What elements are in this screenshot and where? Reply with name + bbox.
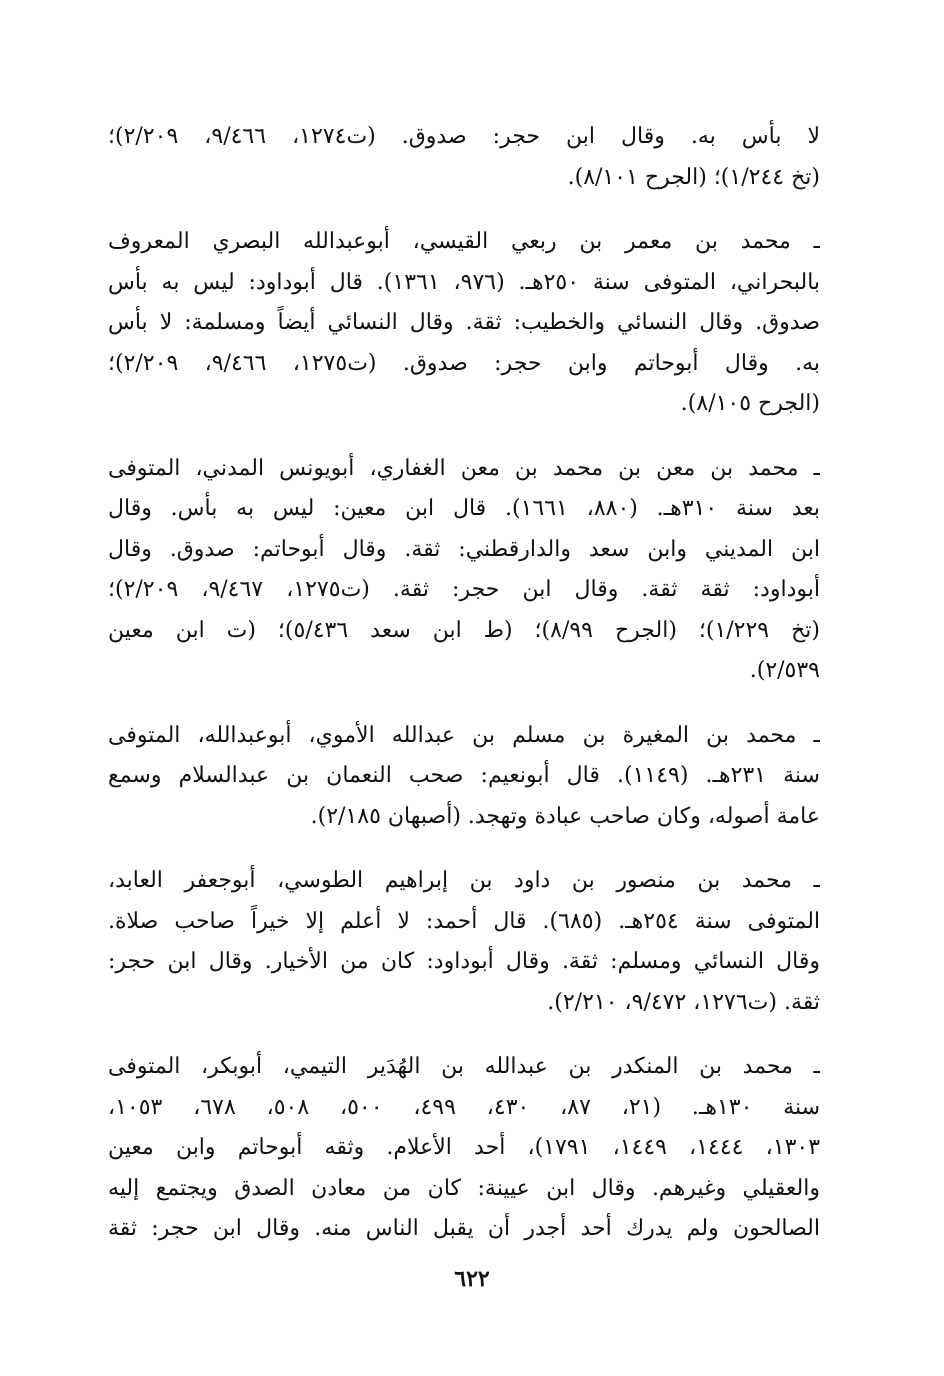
text-line: أبوداود: ثقة ثقة. وقال ابن حجر: ثقة. (ت١٢٧٥، ٩/٤٦٧، ٢/٢٠٩)؛ (108, 577, 820, 602)
text-line: الصالحون ولم يدرك أحد أجدر أن يقبل الناس منه. وقال ابن حجر: ثقة (108, 1216, 820, 1241)
text-line: صدوق. وقال النسائي والخطيب: ثقة. وقال النسائي أيضاً ومسلمة: لا بأس (108, 310, 820, 335)
text-line: (تخ ١/٢٤٤)؛ (الجرح ٨/١٠١). (567, 164, 820, 190)
entry-1 (108, 117, 820, 198)
text-line: لا بأس به. وقال ابن حجر: صدوق. (ت١٢٧٤، ٩/٤٦٦، ٢/٢٠٩)؛ (108, 124, 820, 149)
entry-3 (108, 449, 820, 692)
text-line: عامة أصوله، وكان صاحب عبادة وتهجد. (أصبهان ٢/١٨٥). (310, 803, 820, 829)
text-line: به. وقال أبوحاتم وابن حجر: صدوق. (ت١٢٧٥، ٩/٤٦٦، ٢/٢٠٩)؛ (108, 350, 820, 376)
text-line: ـ محمد بن معن بن محمد بن معن الغفاري، أبويونس المدني، المتوفى (108, 455, 820, 481)
text-line: (تخ ١/٢٢٩)؛ (الجرح ٨/٩٩)؛ (ط ابن سعد ٥/٤٣٦)؛ (ت ابن معين (108, 617, 820, 643)
text-line: ٢/٥٣٩). (749, 658, 820, 683)
text-line: المتوفى سنة ٢٥٤هـ. (٦٨٥). قال أحمد: لا أعلم إلا خيراً صاحب صلاة. (108, 908, 820, 934)
text-line: ـ محمد بن معمر بن ربعي القيسي، أبوعبدالله البصري المعروف (108, 229, 820, 254)
text-line: ـ محمد بن المغيرة بن مسلم بن عبدالله الأموي، أبوعبدالله، المتوفى (108, 722, 820, 748)
text-line: سنة ١٣٠هـ. (٢١، ٨٧، ٤٣٠، ٤٩٩، ٥٠٠، ٥٠٨، ٦٧٨، ١٠٥٣، (108, 1094, 820, 1120)
text-line: بالبحراني، المتوفى سنة ٢٥٠هـ. (٩٧٦، ١٣٦١). قال أبوداود: ليس به بأس (108, 269, 820, 295)
text-line: ـ محمد بن المنكدر بن عبدالله بن الهُدَير التيمي، أبوبكر، المتوفى (108, 1054, 820, 1079)
entry-2 (108, 222, 820, 425)
text-line: بعد سنة ٣١٠هـ. (٨٨٠، ١٦٦١). قال ابن معين: ليس به بأس. وقال (108, 496, 820, 521)
entry-4 (108, 716, 820, 838)
text-line: ابن المديني وابن سعد والدارقطني: ثقة. وقال أبوحاتم: صدوق. وقال (108, 536, 820, 562)
text-line: (الجرح ٨/١٠٥). (680, 391, 820, 416)
entry-5 (108, 861, 820, 1023)
page-body (108, 117, 820, 1274)
text-line: سنة ٢٣١هـ. (١١٤٩). قال أبونعيم: صحب النعمان بن عبدالسلام وسمع (108, 763, 820, 788)
text-line: والعقيلي وغيرهم. وقال ابن عيينة: كان من معادن الصدق ويجتمع إليه (108, 1175, 820, 1201)
text-line: ثقة. (ت١٢٧٦، ٩/٤٧٢، ٢/٢١٠). (547, 989, 820, 1015)
text-line: ـ محمد بن منصور بن داود بن إبراهيم الطوسي، أبوجعفر العابد، (108, 868, 820, 893)
text-line: ١٣٠٣، ١٤٤٤، ١٤٤٩، ١٧٩١)، أحد الأعلام. وثقه أبوحاتم وابن معين (108, 1135, 820, 1160)
text-line: وقال النسائي ومسلم: ثقة. وقال أبوداود: كان من الأخيار. وقال ابن حجر: (108, 949, 820, 974)
entry-6 (108, 1047, 820, 1250)
page-number: ٦٢٢ (454, 1266, 490, 1292)
